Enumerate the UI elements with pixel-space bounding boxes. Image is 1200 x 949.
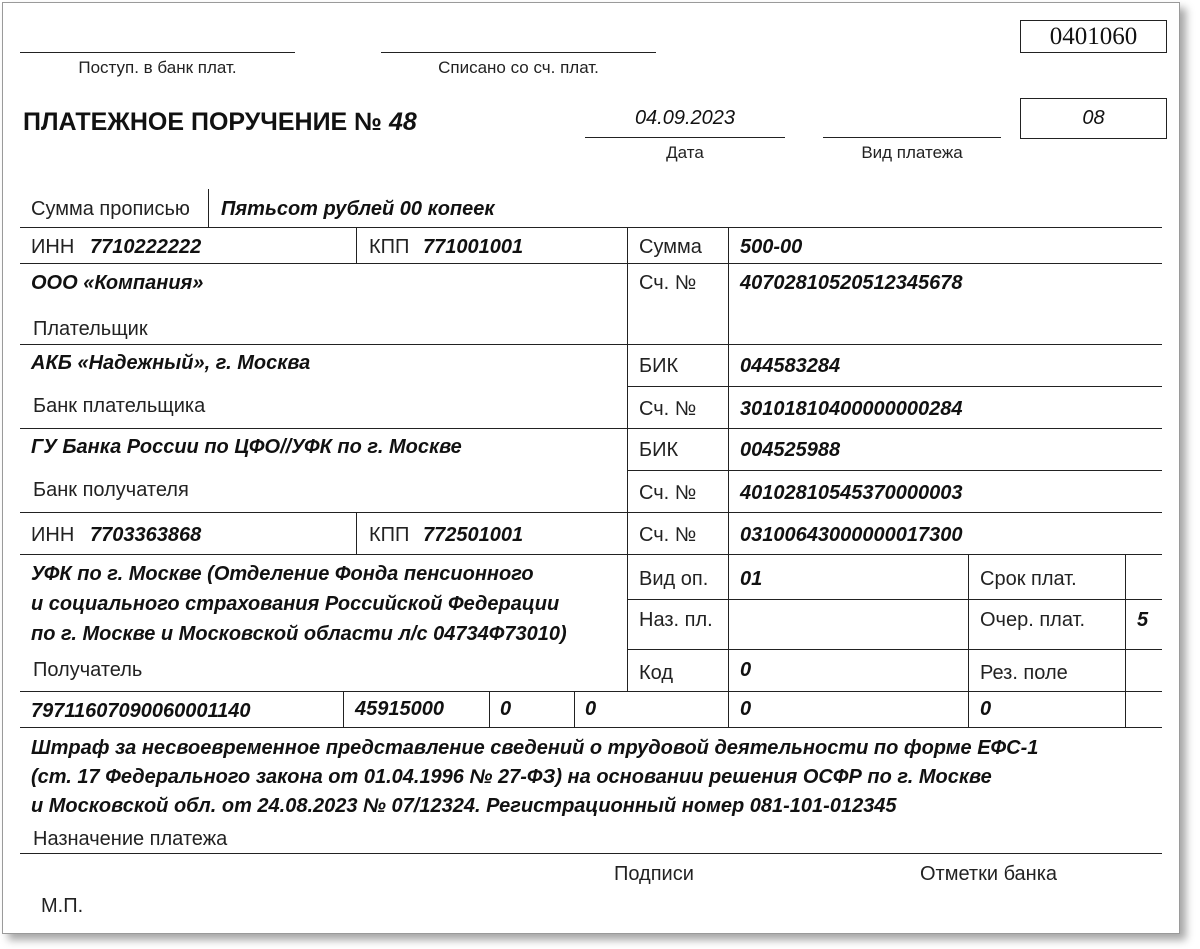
page-title	[23, 110, 417, 135]
payee-inn: 7703363868	[90, 524, 202, 546]
grid-line	[627, 649, 1162, 650]
grid-line	[20, 727, 1162, 728]
grid-line	[20, 227, 1162, 228]
payer-name: ООО «Компания»	[31, 272, 204, 294]
grid-line	[20, 554, 1162, 555]
payer-role-label: Плательщик	[33, 318, 148, 340]
purpose-code-label: Наз. пл.	[639, 609, 713, 631]
payee-bank-account: 40102810545370000003	[740, 482, 963, 504]
priority: 5	[1137, 609, 1149, 631]
grid-line	[356, 227, 357, 263]
payee-kpp: 772501001	[423, 524, 524, 546]
payee-kpp-label: КПП	[369, 524, 410, 546]
code: 0	[740, 659, 752, 681]
purpose-label: Назначение платежа	[33, 828, 228, 850]
amount-words-divider	[208, 189, 209, 227]
payer-bank-role-label: Банк плательщика	[33, 395, 206, 417]
payee-name-line: по г. Москве и Московской области л/с 04734Ф73010)	[31, 623, 567, 645]
form-code: 0401060	[1049, 23, 1138, 50]
payment-order-form	[2, 2, 1180, 934]
payer-account: 40702810520512345678	[740, 272, 963, 294]
grid-line	[627, 599, 1162, 600]
received-line	[20, 52, 295, 53]
tax-field: 0	[980, 698, 992, 720]
payment-purpose	[31, 734, 1038, 821]
grid-line	[20, 344, 1162, 345]
grid-line	[356, 512, 357, 554]
grid-line	[627, 470, 1162, 471]
payer-kpp: 771001001	[423, 236, 524, 258]
payee-role-label: Получатель	[33, 659, 143, 681]
date-line	[585, 137, 785, 138]
payer-bank-account-label: Сч. №	[639, 398, 697, 420]
debited-line	[381, 52, 656, 53]
grid-line	[489, 691, 490, 727]
amount-label: Сумма	[639, 236, 702, 258]
payee-account-label: Сч. №	[639, 524, 697, 546]
debited-label: Списано со сч. плат.	[438, 58, 599, 77]
payer-bank-bik: 044583284	[740, 355, 841, 377]
payer-bank-bik-label: БИК	[639, 355, 679, 377]
tax-field: 0	[500, 698, 512, 720]
amount-words-label: Сумма прописью	[31, 198, 190, 220]
grid-line	[627, 227, 628, 691]
code-label: Код	[639, 662, 674, 684]
purpose-line: и Московской обл. от 24.08.2023 № 07/12324. Регистрационный номер 081-101-012345	[31, 795, 897, 817]
payer-bank-name: АКБ «Надежный», г. Москва	[31, 352, 311, 374]
tax-field: 79711607090060001140	[31, 700, 251, 722]
payee-bank-account-label: Сч. №	[639, 482, 697, 504]
payer-inn-label: ИНН	[31, 236, 75, 258]
purpose-line: Штраф за несвоевременное представление сведений о трудовой деятельности по форме ЕФС-1	[31, 737, 1039, 759]
priority-label: Очер. плат.	[980, 609, 1086, 631]
op-type-label: Вид оп.	[639, 568, 709, 590]
grid-line	[20, 853, 1162, 854]
grid-line	[627, 386, 1162, 387]
payee-bank-role-label: Банк получателя	[33, 479, 189, 501]
payment-type-line	[823, 137, 1001, 138]
order-date: 04.09.2023	[634, 107, 736, 129]
purpose-line: (ст. 17 Федерального закона от 01.04.1996 № 27-ФЗ) на основании решения ОСФР по г. Москве	[31, 766, 992, 788]
tax-field: 0	[740, 698, 752, 720]
payment-type-label: Вид платежа	[861, 143, 963, 162]
grid-line	[1125, 554, 1126, 727]
grid-line	[728, 227, 729, 727]
payee-bank-bik: 004525988	[740, 439, 841, 461]
bank-marks-label: Отметки банка	[920, 863, 1058, 885]
due-label: Срок плат.	[980, 568, 1077, 590]
tax-field: 0	[585, 698, 597, 720]
payer-inn: 7710222222	[90, 236, 202, 258]
title-prefix: ПЛАТЕЖНОЕ ПОРУЧЕНИЕ №	[23, 108, 383, 136]
payee-bank-name: ГУ Банка России по ЦФО//УФК по г. Москве	[31, 436, 462, 458]
reserved-label: Рез. поле	[980, 662, 1068, 684]
signatures-label: Подписи	[614, 863, 694, 885]
payer-account-label: Сч. №	[639, 272, 697, 294]
payer-kpp-label: КПП	[369, 236, 410, 258]
stamp-label: М.П.	[41, 895, 84, 917]
status-code: 08	[1082, 107, 1105, 129]
payee-name-line: УФК по г. Москве (Отделение Фонда пенсионного	[31, 563, 534, 585]
payer-bank-account: 30101810400000000284	[740, 398, 963, 420]
grid-line	[20, 428, 1162, 429]
payee-inn-label: ИНН	[31, 524, 75, 546]
grid-line	[20, 512, 1162, 513]
grid-line	[574, 691, 575, 727]
payee-name	[31, 559, 567, 649]
payee-bank-bik-label: БИК	[639, 439, 679, 461]
amount-value: 500-00	[740, 236, 803, 258]
grid-line	[20, 691, 1162, 692]
order-number: 48	[389, 108, 417, 136]
payee-name-line: и социального страхования Российской Федерации	[31, 593, 560, 615]
grid-line	[343, 691, 344, 727]
amount-words: Пятьсот рублей 00 копеек	[221, 198, 495, 220]
grid-line	[968, 554, 969, 727]
grid-line	[20, 263, 1162, 264]
received-label: Поступ. в банк плат.	[78, 58, 237, 77]
payee-account: 03100643000000017300	[740, 524, 963, 546]
tax-field: 45915000	[355, 698, 444, 720]
op-type: 01	[740, 568, 763, 590]
date-label: Дата	[666, 143, 704, 162]
